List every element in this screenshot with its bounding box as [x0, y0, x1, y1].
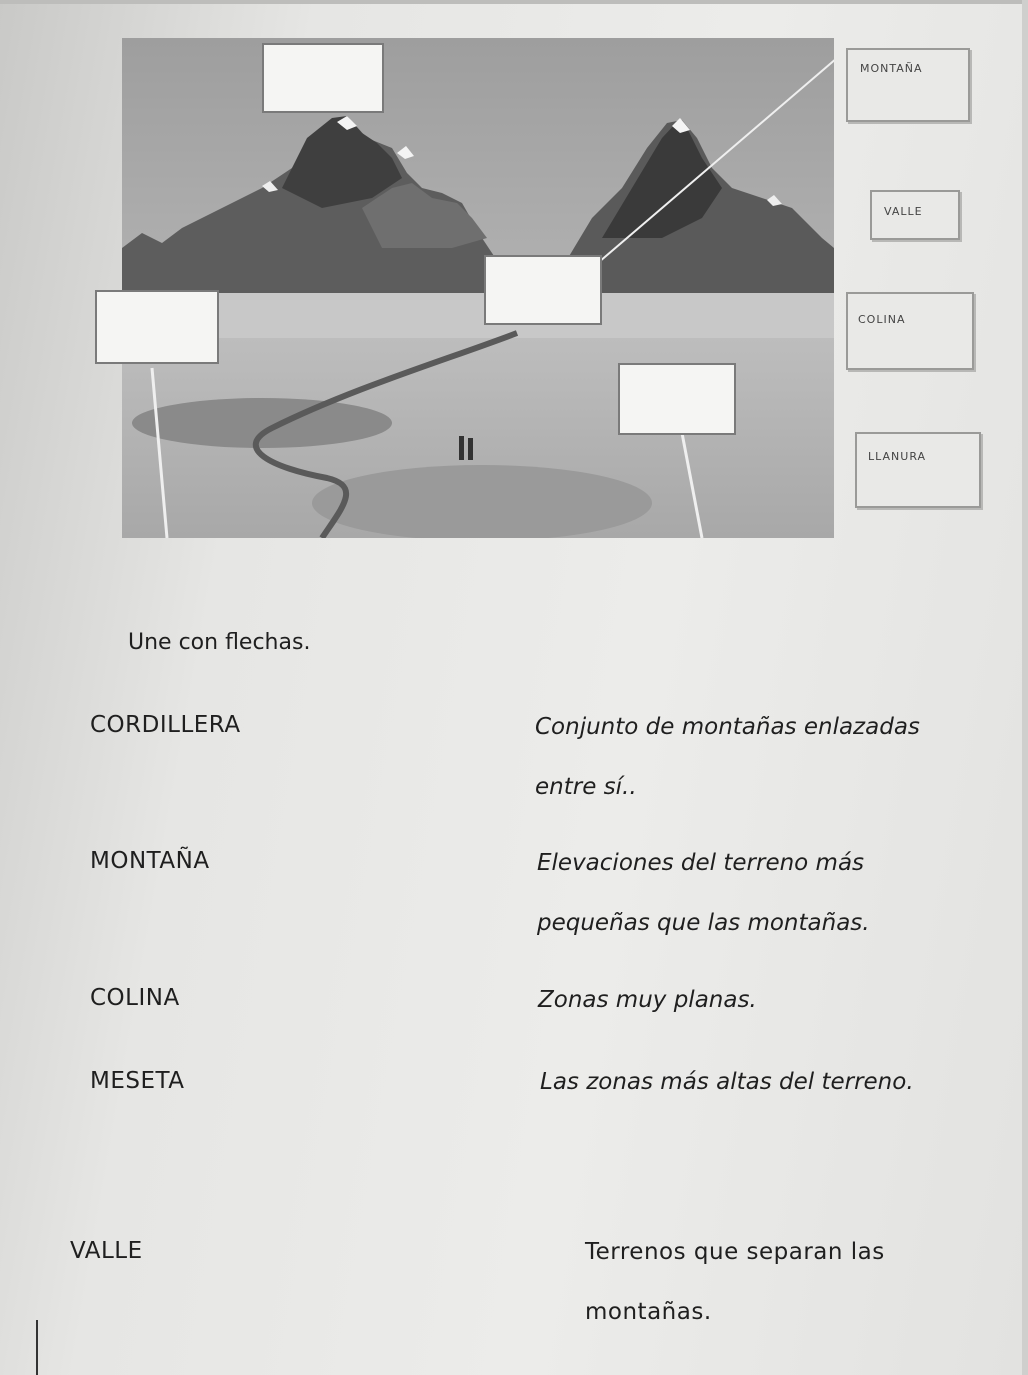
definition-montana[interactable] [540, 1052, 914, 1112]
term-colina[interactable]: COLINA [90, 985, 180, 1011]
margin-mark [36, 1320, 38, 1375]
definition-line: entre sí.. [535, 774, 637, 800]
definition-line: Las zonas más altas del terreno. [540, 1069, 914, 1095]
answer-box-center[interactable] [484, 255, 602, 325]
answer-box-lower-right[interactable] [618, 363, 736, 435]
definition-llanura[interactable] [538, 970, 757, 1030]
definition-line: pequeñas que las montañas. [537, 910, 870, 936]
definition-line: Conjunto de montañas enlazadas [535, 714, 920, 740]
definition-colina[interactable] [537, 833, 870, 953]
answer-box-left[interactable] [95, 290, 219, 364]
definition-line: Zonas muy planas. [538, 987, 757, 1013]
label-colina: COLINA [858, 313, 906, 326]
figure-1 [459, 436, 464, 460]
term-valle[interactable]: VALLE [70, 1238, 143, 1264]
mist-band [122, 293, 834, 343]
landscape-drawing [122, 38, 834, 538]
label-card-llanura [855, 432, 981, 508]
definition-valle[interactable] [585, 1222, 885, 1342]
hill-left [132, 398, 392, 448]
definition-cordillera[interactable] [535, 697, 920, 817]
lake [312, 465, 652, 538]
label-llanura: LLANURA [868, 450, 927, 463]
definition-line: Terrenos que separan las [585, 1239, 885, 1265]
label-card-montana [846, 48, 970, 122]
instruction-heading: Une con flechas. [128, 630, 311, 655]
landscape-illustration [122, 38, 834, 538]
definition-line: montañas. [585, 1299, 712, 1325]
page-edge [1022, 0, 1028, 1375]
figure-2 [468, 438, 473, 460]
term-cordillera[interactable]: CORDILLERA [90, 712, 241, 738]
term-meseta[interactable]: MESETA [90, 1068, 185, 1094]
label-montana: MONTAÑA [860, 62, 923, 75]
definition-line: Elevaciones del terreno más [537, 850, 865, 876]
label-card-colina [846, 292, 974, 370]
top-rule [0, 0, 1028, 4]
label-valle: VALLE [884, 205, 923, 218]
term-montana[interactable]: MONTAÑA [90, 848, 210, 874]
answer-box-top[interactable] [262, 43, 384, 113]
